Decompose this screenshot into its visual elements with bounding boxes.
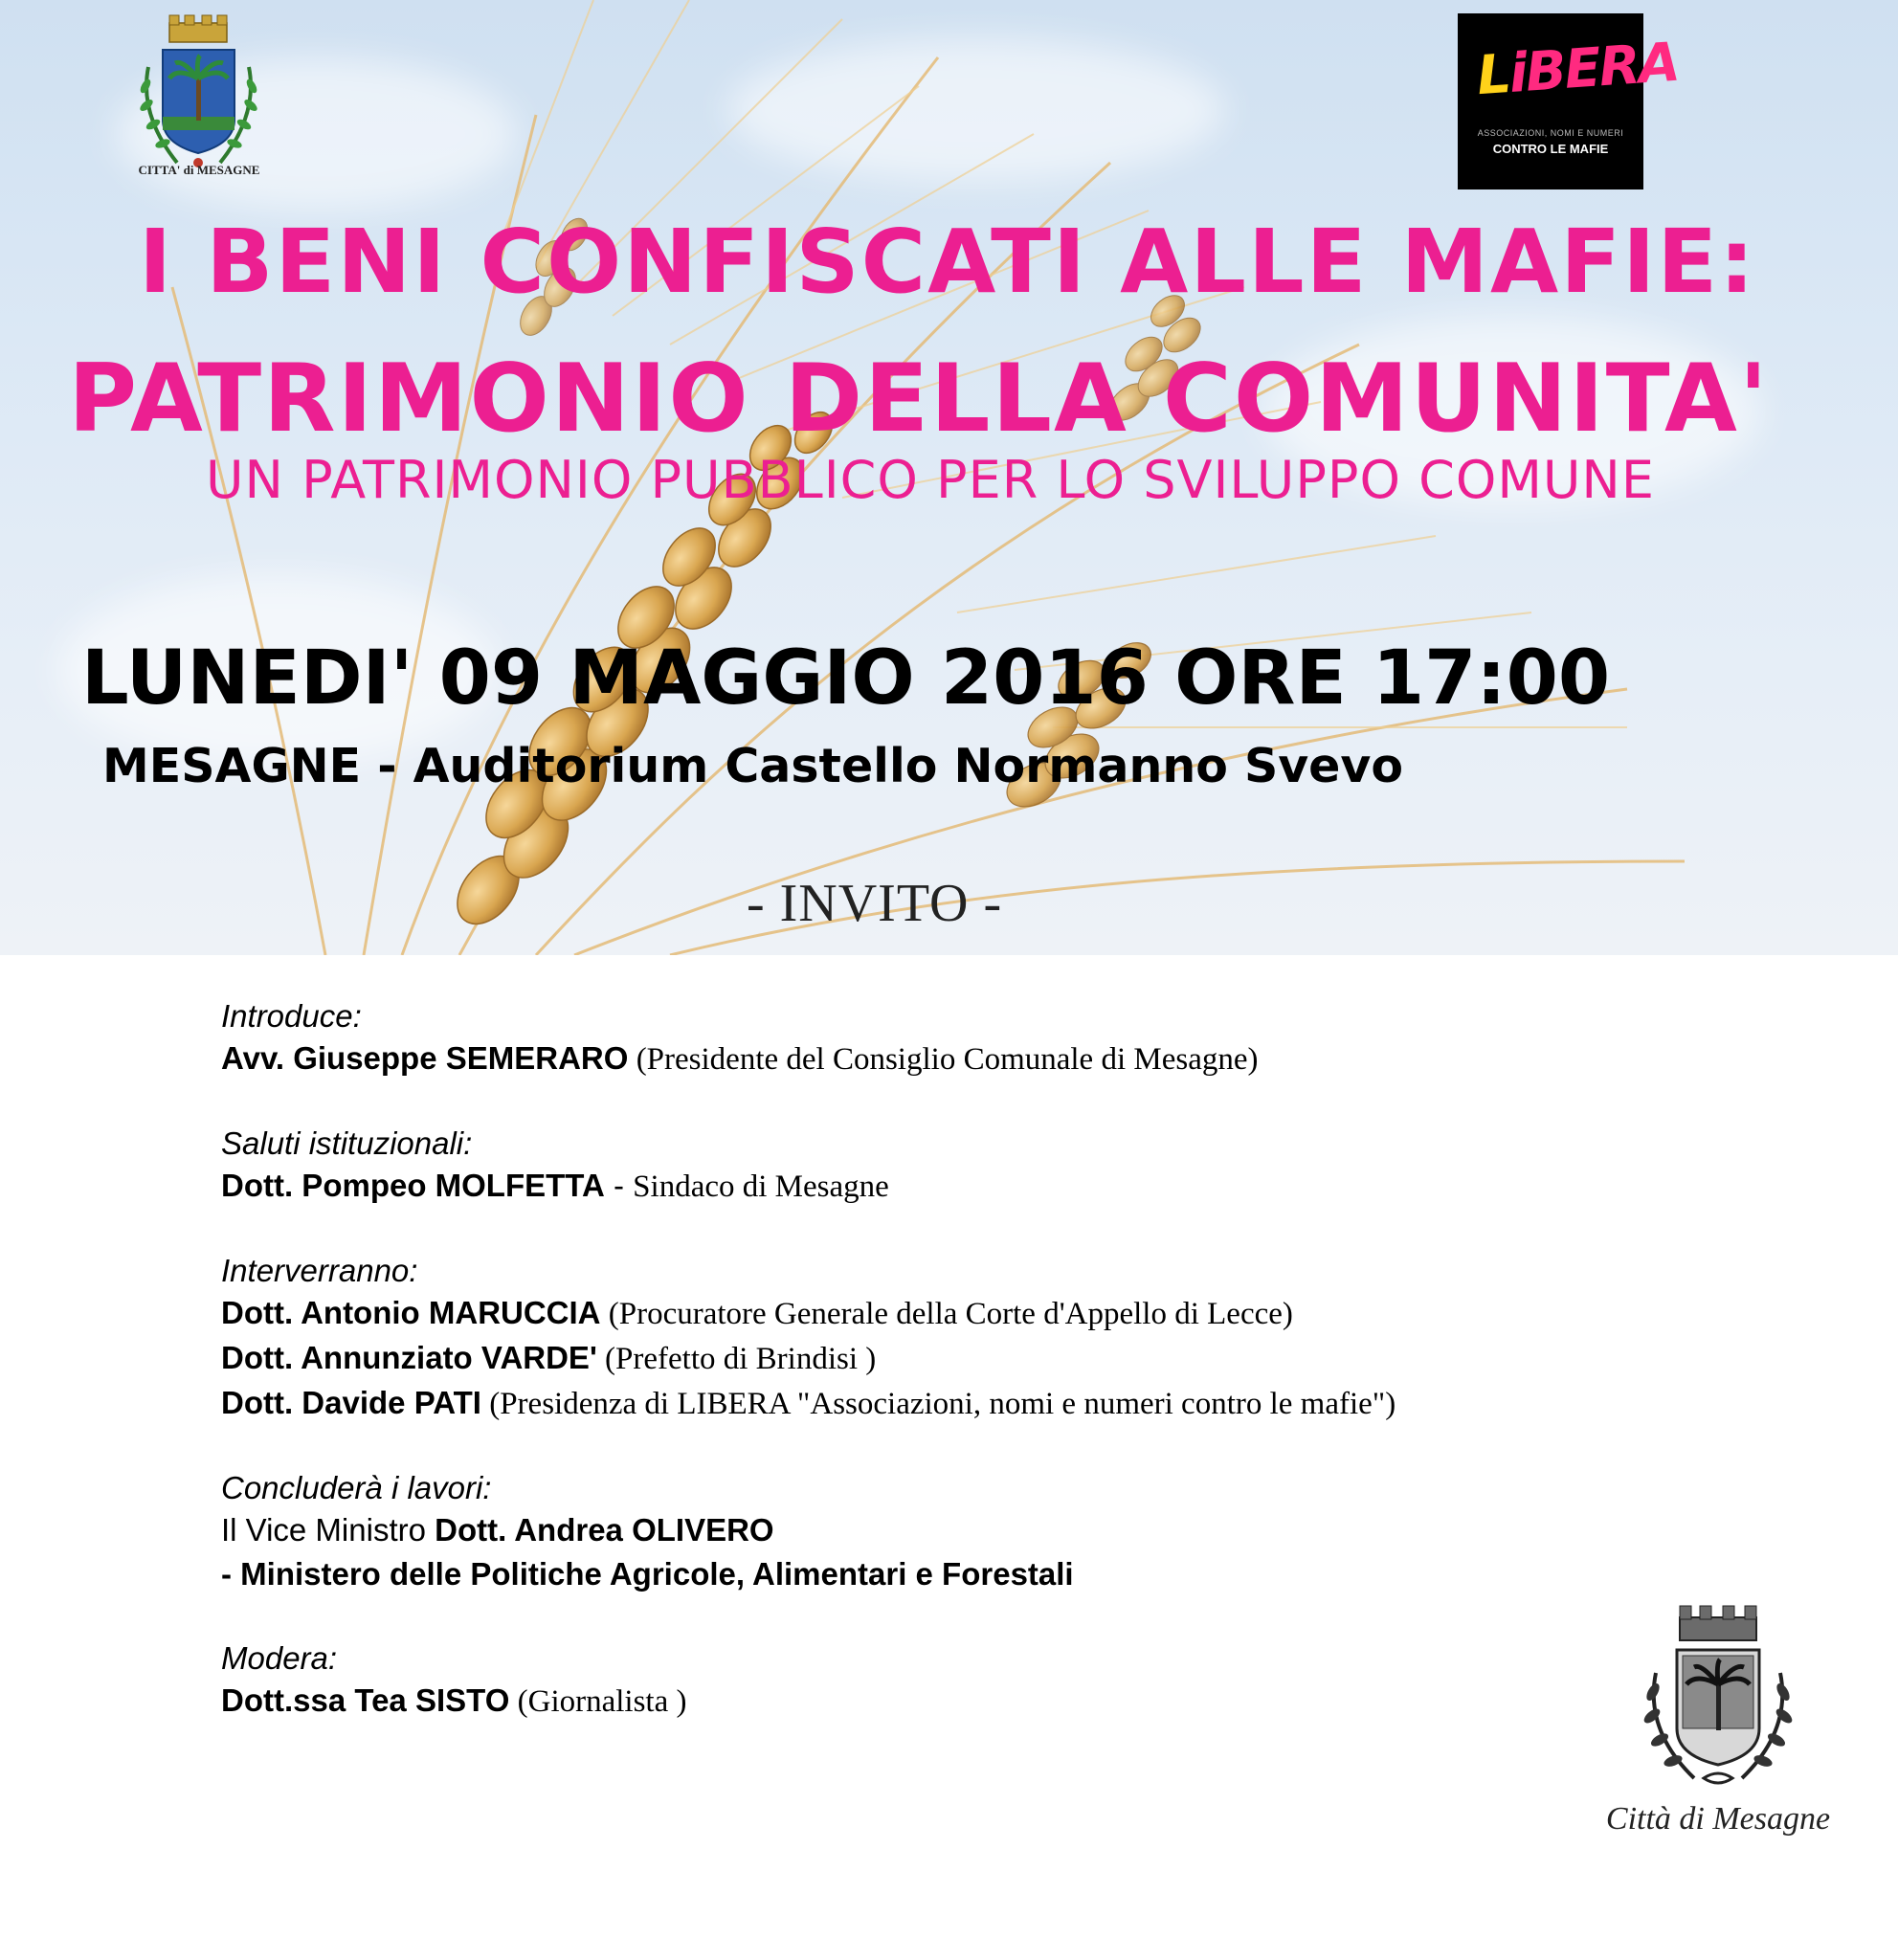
event-place: MESAGNE - Auditorium Castello Normanno Svevo	[102, 739, 1404, 793]
mesagne-coat-of-arms-logo	[120, 10, 278, 182]
programme-introduce	[221, 996, 1561, 1081]
left-logo-caption: CITTA' di MESAGNE	[138, 163, 260, 177]
programme	[221, 996, 1561, 1724]
speaker-name: Dott. Andrea OLIVERO	[435, 1512, 774, 1548]
speaker-description: (Giornalista )	[509, 1684, 687, 1719]
speaker-line	[221, 1164, 1561, 1209]
speaker-description: (Prefetto di Brindisi )	[596, 1342, 877, 1376]
speaker-name: Dott.ssa Tea SISTO	[221, 1682, 510, 1718]
programme-modera	[221, 1638, 1561, 1724]
speaker-description: (Presidenza di LIBERA "Associazioni, nomi e numeri contro le mafie")	[480, 1387, 1396, 1421]
speaker-description: Sindaco di Mesagne	[633, 1169, 889, 1204]
speaker-line	[221, 1552, 1561, 1596]
poster-banner	[0, 0, 1898, 955]
separator: -	[604, 1168, 634, 1203]
event-date: LUNEDI' 09 MAGGIO 2016 ORE 17:00	[81, 635, 1611, 722]
role-label: Saluti istituzionali:	[221, 1125, 473, 1161]
speaker-line	[221, 1336, 1561, 1381]
speaker-name: Dott. Davide PATI	[221, 1385, 481, 1420]
speaker-name: Avv. Giuseppe SEMERARO	[221, 1040, 629, 1076]
speaker-name: Dott. Annunziato VARDE'	[221, 1340, 597, 1375]
speaker-name: Dott. Pompeo MOLFETTA	[221, 1168, 605, 1203]
role-label: Concluderà i lavori:	[221, 1470, 492, 1505]
speaker-description: (Presidente del Consiglio Comunale di Mesagne)	[628, 1042, 1259, 1077]
speaker-line	[221, 1291, 1561, 1336]
bottom-logo-caption: Città di Mesagne	[1605, 1801, 1831, 1837]
programme-conclusione	[221, 1468, 1561, 1596]
subtitle: UN PATRIMONIO PUBBLICO PER LO SVILUPPO COMUNE	[206, 450, 1655, 510]
libera-logo	[1458, 13, 1681, 189]
title-line-1: I BENI CONFISCATI ALLE MAFIE:	[139, 211, 1756, 313]
speaker-name: Dott. Antonio MARUCCIA	[221, 1295, 601, 1330]
speaker-line	[221, 1679, 1561, 1724]
speaker-description: (Procuratore Generale della Corte d'Appello di Lecce)	[600, 1297, 1293, 1331]
ministry-name: - Ministero delle Politiche Agricole, Alimentari e Forestali	[221, 1556, 1074, 1592]
speaker-line	[221, 1036, 1561, 1081]
invito-label: - INVITO -	[747, 874, 1003, 933]
speaker-prefix: Il Vice Ministro	[221, 1512, 435, 1548]
speaker-line	[221, 1381, 1561, 1426]
role-label: Interverranno:	[221, 1253, 418, 1288]
libera-wordmark: LiBERA	[1474, 31, 1681, 108]
role-label: Introduce:	[221, 998, 362, 1034]
speaker-line	[221, 1508, 1561, 1552]
role-label: Modera:	[221, 1640, 338, 1676]
libera-subtitle-line2: CONTRO LE MAFIE	[1492, 142, 1609, 156]
programme-saluti	[221, 1124, 1561, 1209]
mesagne-coat-of-arms-grayscale-logo	[1627, 1596, 1809, 1797]
programme-interverranno	[221, 1251, 1561, 1426]
title-line-2: PATRIMONIO DELLA COMUNITA'	[68, 345, 1770, 454]
libera-subtitle-line1: ASSOCIAZIONI, NOMI E NUMERI	[1477, 128, 1624, 138]
